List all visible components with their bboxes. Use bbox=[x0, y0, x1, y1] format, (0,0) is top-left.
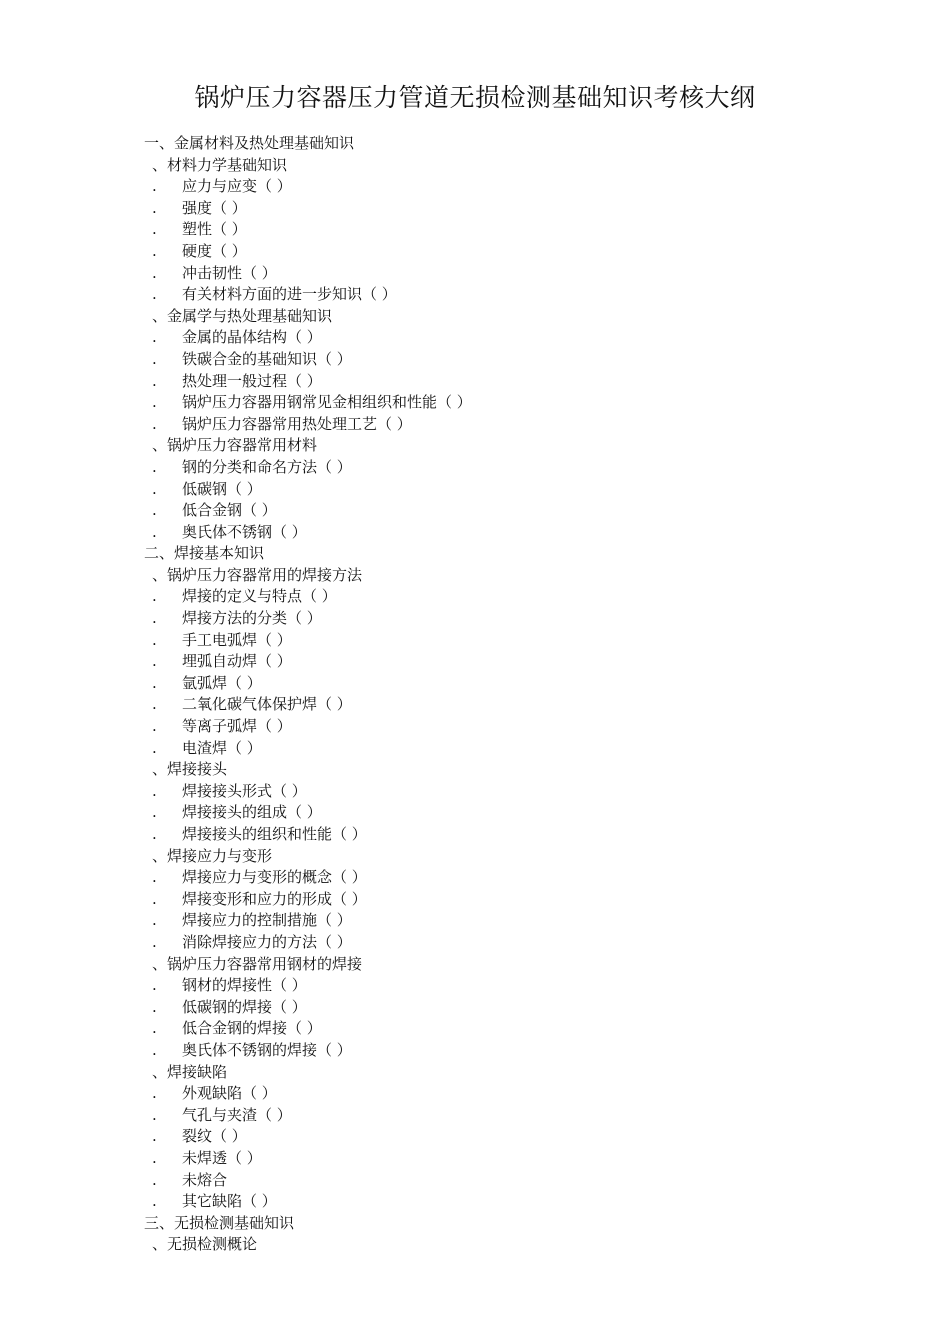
outline-item bbox=[0, 284, 950, 306]
item-text: 未焊透（ ） bbox=[182, 1148, 262, 1167]
item-text: 焊接接头的组织和性能（ ） bbox=[182, 825, 367, 843]
item-text: 消除焊接应力的方法（ ） bbox=[182, 932, 352, 951]
item-bullet: . bbox=[152, 1040, 157, 1059]
item-bullet: . bbox=[152, 868, 157, 887]
item-bullet: . bbox=[152, 1127, 157, 1146]
section-heading: 三、无损检测基础知识 bbox=[144, 1213, 295, 1232]
outline-item bbox=[0, 1148, 950, 1170]
item-text: 电渣焊（ ） bbox=[182, 738, 262, 757]
item-text: 氩弧焊（ ） bbox=[182, 673, 262, 692]
item-text: 焊接应力与变形的概念（ ） bbox=[182, 868, 367, 887]
subsection-heading: 、焊接缺陷 bbox=[152, 1062, 228, 1081]
item-text: 冲击韧性（ ） bbox=[182, 263, 277, 282]
item-bullet: . bbox=[152, 371, 157, 390]
item-bullet: . bbox=[152, 393, 157, 412]
item-text: 未熔合 bbox=[182, 1170, 228, 1189]
section-heading: 二、焊接基本知识 bbox=[144, 544, 265, 563]
outline-item bbox=[0, 371, 950, 393]
document-title: 锅炉压力容器压力管道无损检测基础知识考核大纲 bbox=[194, 83, 756, 112]
item-text: 强度（ ） bbox=[182, 198, 247, 217]
outline-item bbox=[0, 349, 950, 371]
item-bullet: . bbox=[152, 695, 157, 714]
item-bullet: . bbox=[152, 220, 157, 239]
outline-item bbox=[0, 327, 950, 349]
item-text: 等离子弧焊（ ） bbox=[182, 717, 292, 736]
outline-item bbox=[0, 392, 950, 414]
outline-item bbox=[0, 608, 950, 630]
item-text: 热处理一般过程（ ） bbox=[182, 371, 322, 390]
outline-item bbox=[0, 522, 950, 544]
item-bullet: . bbox=[152, 803, 157, 822]
item-bullet: . bbox=[152, 522, 157, 541]
item-text: 埋弧自动焊（ ） bbox=[182, 652, 292, 671]
item-bullet: . bbox=[152, 673, 157, 692]
outline-item bbox=[0, 673, 950, 695]
item-bullet: . bbox=[152, 997, 157, 1016]
item-bullet: . bbox=[152, 457, 157, 476]
outline-item bbox=[0, 1170, 950, 1192]
outline-item bbox=[0, 997, 950, 1019]
item-text: 锅炉压力容器常用热处理工艺（ ） bbox=[182, 414, 412, 433]
item-bullet: . bbox=[152, 630, 157, 649]
item-text: 低碳钢的焊接（ ） bbox=[182, 997, 307, 1016]
outline-item bbox=[0, 586, 950, 608]
item-bullet: . bbox=[152, 198, 157, 217]
subsection-heading: 、金属学与热处理基础知识 bbox=[152, 306, 333, 325]
item-bullet: . bbox=[152, 889, 157, 908]
item-text: 外观缺陷（ ） bbox=[182, 1084, 277, 1103]
item-bullet: . bbox=[152, 932, 157, 951]
item-text: 焊接的定义与特点（ ） bbox=[182, 587, 337, 606]
outline-item bbox=[0, 630, 950, 652]
outline-item bbox=[0, 1018, 950, 1040]
outline-item bbox=[0, 824, 950, 846]
item-text: 焊接接头形式（ ） bbox=[182, 781, 307, 800]
item-text: 金属的晶体结构（ ） bbox=[182, 328, 322, 347]
subsection-heading: 、材料力学基础知识 bbox=[152, 155, 288, 174]
outline-item bbox=[0, 694, 950, 716]
outline-item bbox=[0, 932, 950, 954]
item-text: 钢的分类和命名方法（ ） bbox=[182, 457, 352, 476]
item-bullet: . bbox=[152, 738, 157, 757]
item-bullet: . bbox=[152, 976, 157, 995]
item-text: 塑性（ ） bbox=[182, 220, 247, 239]
item-text: 低合金钢（ ） bbox=[182, 501, 277, 520]
outline-item bbox=[0, 1191, 950, 1213]
outline-item bbox=[0, 889, 950, 911]
item-text: 低合金钢的焊接（ ） bbox=[182, 1019, 322, 1038]
item-bullet: . bbox=[152, 1019, 157, 1038]
outline-item bbox=[0, 716, 950, 738]
item-bullet: . bbox=[152, 414, 157, 433]
subsection-heading: 、无损检测概论 bbox=[152, 1235, 258, 1254]
item-bullet: . bbox=[152, 1192, 157, 1211]
item-text: 焊接变形和应力的形成（ ） bbox=[182, 889, 367, 908]
subsection-heading: 、焊接应力与变形 bbox=[152, 846, 273, 865]
item-bullet: . bbox=[152, 609, 157, 628]
item-text: 焊接方法的分类（ ） bbox=[182, 609, 322, 628]
outline-item bbox=[0, 781, 950, 803]
item-bullet: . bbox=[152, 1170, 157, 1189]
outline-item bbox=[0, 263, 950, 285]
item-text: 铁碳合金的基础知识（ ） bbox=[182, 349, 352, 368]
outline-list bbox=[0, 133, 950, 1256]
item-text: 钢材的焊接性（ ） bbox=[182, 976, 307, 995]
item-text: 奥氏体不锈钢的焊接（ ） bbox=[182, 1040, 352, 1059]
outline-item bbox=[0, 500, 950, 522]
outline-item bbox=[0, 867, 950, 889]
item-bullet: . bbox=[152, 328, 157, 347]
item-bullet: . bbox=[152, 911, 157, 930]
item-text: 二氧化碳气体保护焊（ ） bbox=[182, 695, 352, 714]
outline-item bbox=[0, 975, 950, 997]
section-heading: 一、金属材料及热处理基础知识 bbox=[144, 134, 355, 152]
outline-item bbox=[0, 910, 950, 932]
item-text: 其它缺陷（ ） bbox=[182, 1192, 277, 1211]
outline-item bbox=[0, 1040, 950, 1062]
subsection-heading: 、锅炉压力容器常用材料 bbox=[152, 436, 318, 455]
subsection-heading: 、锅炉压力容器常用钢材的焊接 bbox=[152, 954, 363, 973]
item-bullet: . bbox=[152, 479, 157, 498]
item-bullet: . bbox=[152, 1105, 157, 1124]
item-bullet: . bbox=[152, 1084, 157, 1103]
item-bullet: . bbox=[152, 285, 157, 304]
outline-item bbox=[0, 176, 950, 198]
item-text: 焊接接头的组成（ ） bbox=[182, 803, 322, 822]
item-text: 有关材料方面的进一步知识（ ） bbox=[182, 285, 397, 304]
item-bullet: . bbox=[152, 717, 157, 736]
outline-item bbox=[0, 479, 950, 501]
item-bullet: . bbox=[152, 825, 157, 843]
item-text: 锅炉压力容器用钢常见金相组织和性能（ ） bbox=[182, 393, 472, 412]
outline-item bbox=[0, 651, 950, 673]
outline-item bbox=[0, 1083, 950, 1105]
outline-item bbox=[0, 241, 950, 263]
item-bullet: . bbox=[152, 587, 157, 606]
outline-item bbox=[0, 1126, 950, 1148]
subsection-heading: 、锅炉压力容器常用的焊接方法 bbox=[152, 565, 363, 584]
item-bullet: . bbox=[152, 1148, 157, 1167]
item-text: 应力与应变（ ） bbox=[182, 177, 292, 196]
item-text: 气孔与夹渣（ ） bbox=[182, 1105, 292, 1124]
item-text: 焊接应力的控制措施（ ） bbox=[182, 911, 352, 930]
outline-item bbox=[0, 738, 950, 760]
item-bullet: . bbox=[152, 652, 157, 671]
outline-item bbox=[0, 1105, 950, 1127]
outline-item bbox=[0, 802, 950, 824]
item-bullet: . bbox=[152, 263, 157, 282]
subsection-heading: 、焊接接头 bbox=[152, 760, 228, 779]
outline-item bbox=[0, 198, 950, 220]
item-text: 奥氏体不锈钢（ ） bbox=[182, 522, 307, 541]
item-text: 硬度（ ） bbox=[182, 241, 247, 260]
item-bullet: . bbox=[152, 781, 157, 800]
item-text: 手工电弧焊（ ） bbox=[182, 630, 292, 649]
outline-item bbox=[0, 457, 950, 479]
outline-item bbox=[0, 219, 950, 241]
item-bullet: . bbox=[152, 501, 157, 520]
item-text: 裂纹（ ） bbox=[182, 1127, 247, 1146]
outline-item bbox=[0, 414, 950, 436]
item-bullet: . bbox=[152, 177, 157, 196]
item-bullet: . bbox=[152, 241, 157, 260]
item-text: 低碳钢（ ） bbox=[182, 479, 262, 498]
item-bullet: . bbox=[152, 349, 157, 368]
